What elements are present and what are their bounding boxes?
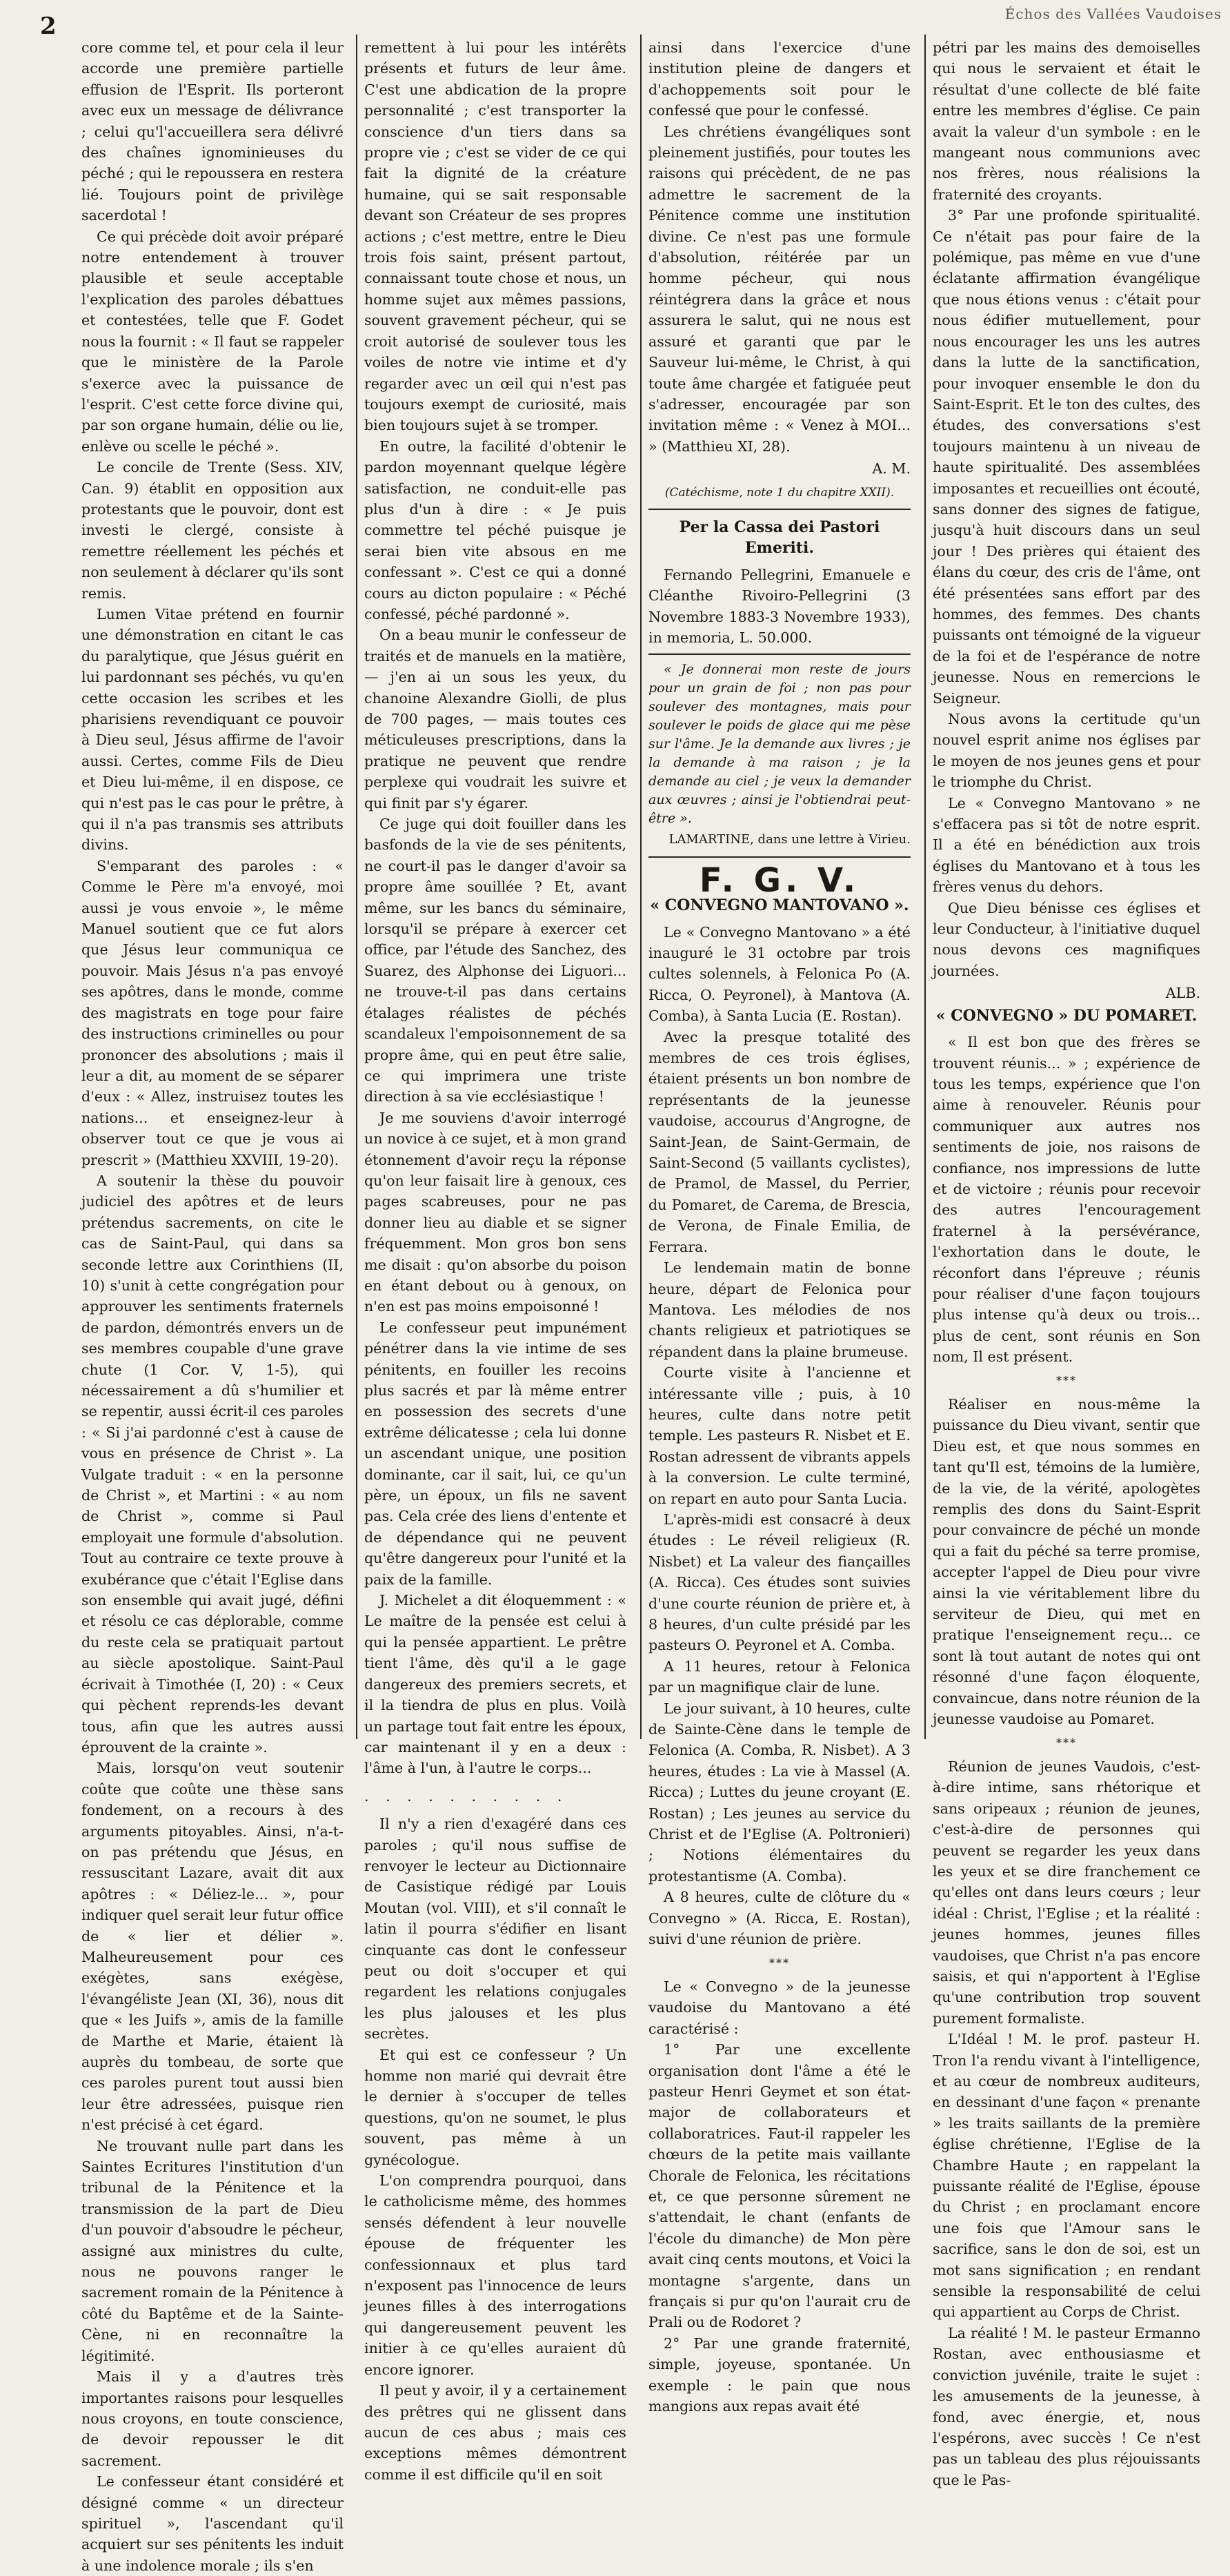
paragraph: Avec la presque totalité des membres de ces trois églises, étaient présents un bon nombre de représentants de la jeunesse vaudoise, accourus d'Angrogne, de Saint-Jean, de Saint-Germain, de Saint-Second (5 vaillants cyclistes), de Pramol, de Massel, du Perrier, du Pomaret, de Carema, de Brescia, de Verona, de Finale Emilia, de Ferrara.: [648, 1028, 911, 1255]
cassa-heading: Per la Cassa dei Pastori Emeriti.: [679, 518, 880, 558]
cassa-donation: Fernando Pellegrini, Emanuele e Cléanthe Rivoiro-Pellegrini (3 Novembre 1883-3 Novembre 1933), in memoria, L. 50.000.: [648, 566, 911, 646]
paragraph: 1° Par une excellente organisation dont l'âme a été le pasteur Henri Geymet et son état-major de collaborateurs et collaboratrices. Faut-il rappeler les chœurs de la petite mais vaillante Chorale de Felonica, les récitations et, ce que personne sûrement ne s'attendait, le chant (enfants de l'école du dimanche) de Mon père avait cinq cents moutons, et Voici la montagne s'argente, dans un français si pur qu'on l'aurait cru de Prali ou de Rodoret ?: [648, 2041, 911, 2331]
paragraph: En outre, la facilité d'obtenir le pardon moyennant quelque légère satisfaction, ne conduit-elle pas plus d'un à dire : « Je puis commettre tel péché puisque je serai bien vite absous en me confessant ». C'est ce qui a donné cours au dicton populaire : « Péché confessé, péché pardonné ».: [364, 437, 626, 622]
paragraph: Il n'y a rien d'exagéré dans ces paroles ; qu'il nous suffise de renvoyer le lecteur au Dictionnaire de Casistique rédigé par Louis Moutan (vol. VIII), et s'il connaît le latin il pourra s'édifier en lisant cinquante cas dont le confesseur peut ou doit s'occuper et qui regardent les relations conjugales les plus jalouses et les plus secrètes.: [364, 1816, 626, 2043]
paragraph: A soutenir la thèse du pouvoir judiciel des apôtres et de leurs prétendus sacrements, on cite le cas de Saint-Paul, qui dans sa seconde lettre aux Corinthiens (II, 10) s'unit à cette congrégation pour approuver les sentiments fraternels de pardon, démontrés envers un de ses membres coupable d'une grave chute (1 Cor. V, 1-5), qui nécessairement a dû s'humilier et se repentir, aussi écrit-il ces paroles : « Si j'ai pardonné c'est à cause de vous en présence de Christ ». La Vulgate traduit : « en la personne de Christ », et Martini : « au nom de Christ », comme si Paul employait une formule d'absolution. Tout au contraire ce texte prouve à exubérance que c'était l'Eglise dans son ensemble qui avait jugé, défini et résolu ce cas déplorable, comme du reste cela se pratiquait partout au siècle apostolique. Saint-Paul écrivait à Timothée (I, 20) : « Ceux qui pèchent reprends-les devant tous, afin que les autres aussi éprouvent de la crainte ».: [81, 1172, 344, 1756]
paragraph: Le jour suivant, à 10 heures, culte de Sainte-Cène dans le temple de Felonica (A. Comba, R. Nisbet). A 3 heures, études : La vie à Massel (A. Ricca) ; Luttes du jeune croyant (E. Rostan) ; Les jeunes au service du Christ et de l'Eglise (A. Poltronieri) ; Notions élémentaires du protestantisme (A. Comba).: [648, 1700, 911, 1885]
paragraph: Le « Convegno Mantovano » ne s'effacera pas si tôt de notre esprit. Il a été en bénédiction aux trois églises du Mantovano et à tous les frères venus du dehors.: [933, 794, 1200, 896]
column-1: [81, 37, 344, 2574]
paragraph: Réunion de jeunes Vaudois, c'est-à-dire intime, sans rhétorique et sans oripeaux ; réunion de jeunes, c'est-à-dire de personnes qui peuvent se regarder les yeux dans les yeux et se dire franchement ce qu'elles ont dans leurs cœurs ; leur idéal : Christ, l'Eglise ; et la réalité : jeunes hommes, jeunes filles vaudoises, que Christ n'a pas encore saisis, et qui n'apportent à l'Eglise qu'une contribution trop souvent purement formaliste.: [933, 1758, 1200, 2027]
paragraph: Il peut y avoir, il y a certainement des prêtres qui ne glissent dans aucun de ces abus ; mais ces exceptions mêmes démontrent comme il est difficile qu'il en soit: [364, 2382, 626, 2483]
paragraph: Le « Convegno Mantovano » a été inauguré le 31 octobre par trois cultes solennels, à Felonica Po (A. Ricca, O. Peyronel), à Mantova (A. Comba), à Santa Lucia (E. Rostan).: [648, 923, 911, 1025]
lamartine-quote: « Je donnerai mon reste de jours pour un grain de foi ; non pas pour soulever des montagnes, mais pour soulever le poids de glace qui me pèse sur l'âme. Je la demande aux livres ; je la demande à ma raison ; je la demande au ciel ; je veux la demander aux œuvres ; ainsi je l'obtiendrai peut-être ».: [648, 662, 911, 827]
section-rule: [648, 509, 911, 510]
paragraph: Les chrétiens évangéliques sont pleinement justifiés, pour toutes les raisons qui précèdent, de ne pas admettre le sacrement de la Pénitence comme une institution divine. Ce n'est pas une formule d'absolution, réitérée par un homme pécheur, qui nous réintégrera dans la grâce et nous assurera le salut, qui ne nous est assuré et garanti que par le Sauveur lui-même, le Christ, à qui toute âme chargée et fatiguée peut s'adresser, encouragée par son invitation même : « Venez à MOI... » (Matthieu XI, 28).: [648, 123, 911, 455]
paragraph: L'Idéal ! M. le prof. pasteur H. Tron l'a rendu vivant à l'intelligence, et au cœur de nombreux auditeurs, en dessinant d'une façon « prenante » les traits saillants de la première église chrétienne, l'Eglise de la Chambre Haute ; en rappelant la puissante réalité de l'Eglise, épouse du Christ ; en proclamant encore une fois que l'Amour sans le sacrifice, sans le don de soi, est un mot sans signification ; en rendant sensible la responsabilité de celui qui appartient au Corps de Christ.: [933, 2031, 1200, 2321]
paragraph: Le « Convegno » de la jeunesse vaudoise du Mantovano a été caractérisé :: [648, 1978, 911, 2037]
paragraph: 3° Par une profonde spiritualité. Ce n'était pas pour faire de la polémique, pas même en vue d'une éclatante affirmation évangélique que nous étions venus : c'était pour nous édifier mutuellement, pour nous encourager les uns les autres dans la lutte de la sanctification, pour invoquer ensemble le don du Saint-Esprit. Et le ton des cultes, des études, des conversations s'est toujours maintenu à un niveau de haute spiritualité. Des assemblées imposantes et recueillies ont écouté, sans donner des signes de fatigue, jusqu'à huit discours dans un seul jour ! Des prières qui étaient des élans du cœur, des cris de l'âme, ont été présentées sans effort par des hommes, des femmes. Des chants puissants ont témoigné de la vigueur de la foi et de l'espérance de notre jeunesse. Nous en remercions le Seigneur.: [933, 207, 1200, 707]
convegno-pomaret-heading: « CONVEGNO » DU POMARET.: [935, 1006, 1198, 1025]
paragraph: Le lendemain matin de bonne heure, départ de Felonica pour Mantova. Les mélodies de nos chants religieux et patriotiques se répandent dans la plaine brumeuse.: [648, 1259, 911, 1360]
column-rule: [356, 35, 357, 1739]
column-2: [364, 37, 626, 2483]
paragraph: A 11 heures, retour à Felonica par un magnifique clair de lune.: [648, 1658, 911, 1696]
paragraph: La réalité ! M. le pasteur Ermanno Rostan, avec enthousiasme et conviction juvénile, traite le sujet : les amusements de la jeunesse, à fond, avec énergie, et, nous l'espérons, avec succès ! Ce n'est pas un tableau des plus réjouissants que le Pas-: [933, 2324, 1200, 2488]
paragraph: Le confesseur peut impunément pénétrer dans la vie intime de ses pénitents, en fouiller les recoins plus sacrés et par là même entrer en possession des secrets d'une extrême délicatesse ; cela lui donne un ascendant unique, une position dominante, car il sait, lui, ce qu'un père, un époux, un fils ne savent pas. Cela crée des liens d'entente et de dépendance qui ne peuvent qu'être dangereux pour l'unité et la paix de la famille.: [364, 1319, 626, 1588]
paragraph: 2° Par une grande fraternité, simple, joyeuse, spontanée. Un exemple : le pain que nous mangions aux repas avait été: [648, 2334, 911, 2415]
column-4: [933, 37, 1200, 2488]
column-3: [648, 37, 911, 2415]
section-rule: [648, 856, 911, 858]
paragraph: pétri par les mains des demoiselles qui nous le servaient et était le résultat d'une collecte de blé faite entre les membres d'église. Ce pain avait la valeur d'un symbole : en le mangeant nous communions avec nos frères, nous réalisions la fraternité des croyants.: [933, 39, 1200, 203]
paragraph: A 8 heures, culte de clôture du « Convegno » (A. Ricca, E. Rostan), suivi d'une réunion de prière.: [648, 1889, 911, 1948]
signature: ALB.: [1165, 985, 1200, 1002]
paragraph: Courte visite à l'ancienne et intéressante ville ; puis, à 10 heures, culte dans notre petit temple. Les pasteurs R. Nisbet et E. Rostan adressent de vibrants appels à la conversion. Le culte terminé, on repart en auto pour Santa Lucia.: [648, 1364, 911, 1507]
column-rule: [924, 35, 926, 1739]
source-note: (Catéchisme, note 1 du chapitre XXII).: [664, 485, 895, 500]
paragraph: L'on comprendra pourquoi, dans le catholicisme même, des hommes sensés défendent à leur nouvelle épouse de fréquenter les confessionnaux et plus tard n'exposent pas l'innocence de leurs jeunes filles à des interrogations qui dangereusement peuvent les initier à ce qu'elles auraient dû encore ignorer.: [364, 2172, 626, 2378]
running-head: Échos des Vallées Vaudoises: [1004, 6, 1222, 22]
paragraph: remettent à lui pour les intérêts présents et futurs de leur âme. C'est une abdication de la propre personnalité ; c'est transporter la conscience d'un tiers dans sa propre vie ; c'est se vider de ce qui fait la dignité de la créature humaine, qui se sait responsable devant son Créateur de ses propres actions ; c'est mettre, entre le Dieu trois fois saint, présent partout, connaissant toute chose et nous, un homme sujet aux mêmes passions, souvent gravement pécheur, qui se croit autorisé de soulever tous les voiles de notre vie intime et d'y regarder avec un œil qui n'est pas toujours exempt de curiosité, mais bien toujours sujet à se tromper.: [364, 39, 626, 434]
section-rule: [648, 653, 911, 655]
section-stars: ***: [1056, 1736, 1077, 1749]
paragraph: On a beau munir le confesseur de traités et de manuels en la matière, — j'en ai un sous les yeux, du chanoine Alexandre Giolli, de plus de 700 pages, — mais toutes ces méticuleuses prescriptions, dans la pratique ne peuvent que rendre perplexe qui voudrait les suivre et qui finit par s'y égarer.: [364, 627, 626, 812]
section-stars: ***: [769, 1956, 790, 1969]
quote-attribution: LAMARTINE, dans une lettre à Virieu.: [668, 832, 911, 847]
paragraph: Ce qui précède doit avoir préparé notre entendement à trouver plausible et seule acceptable l'explication des paroles débattues et contestées, telle que F. Godet nous la fournit : « Il faut se rappeler que le ministère de la Parole s'exerce avec la puissance de l'esprit. C'est cette force divine qui, par son organe humain, délie ou lie, enlève ou scelle le péché ».: [81, 228, 344, 455]
paragraph: Réaliser en nous-même la puissance du Dieu vivant, sentir que Dieu est, et que nous sommes en tant qu'Il est, témoins de la lumière, de la vie, de la vérité, apologètes remplis des dons du Saint-Esprit pour convaincre de péché un monde qui a fait du péché sa terre promise, accepter l'appel de Dieu pour vivre ainsi la vie véritablement libre du serviteur de Dieu, qui met en pratique l'enseignement reçu... ce sont là tout autant de notes qui ont résonné d'une façon éloquente, convaincue, dans notre réunion de la jeunesse vaudoise au Pomaret.: [933, 1396, 1200, 1728]
paragraph: Le confesseur étant considéré et désigné comme « un directeur spirituel », l'ascendant qu'il acquiert sur ses pénitents les induit à une indolence morale ; ils s'en: [81, 2473, 344, 2574]
paragraph: Et qui est ce confesseur ? Un homme non marié qui devrait être le dernier à s'occuper de telles questions, qu'on ne soumet, le plus souvent, pas même à un gynécologue.: [364, 2046, 626, 2168]
paragraph: L'après-midi est consacré à deux études : Le réveil religieux (R. Nisbet) et La valeur des fiançailles (A. Ricca). Ces études sont suivies d'une courte réunion de prière et, à 8 heures, d'un culte présidé par les pasteurs O. Peyronel et A. Comba.: [648, 1511, 911, 1654]
paragraph: J. Michelet a dit éloquemment : « Le maître de la pensée est celui à qui la pensée appartient. Le prêtre tient l'âme, dès qu'il a le gage dangereux des premiers secrets, et il la tiendra de plus en plus. Voilà un partage tout fait entre les époux, car maintenant il y en a deux : l'âme à l'un, à l'autre le corps...: [364, 1592, 626, 1777]
signature: A. M.: [872, 460, 911, 478]
paragraph: Mais il y a d'autres très importantes raisons pour lesquelles nous croyons, en toute conscience, de devoir repousser le dit sacrement.: [81, 2368, 344, 2469]
paragraph: Je me souviens d'avoir interrogé un novice à ce sujet, et à mon grand étonnement d'avoir reçu la réponse qu'on leur faisait lire à genoux, ces pages scabreuses, pour ne pas donner lieu au diable et se signer fréquemment. Mon gros bon sens me disait : qu'on absorbe du poison en étant debout ou à genoux, on n'en est pas moins empoisonné !: [364, 1109, 626, 1315]
paragraph: « Il est bon que des frères se trouvent réunis... » ; expérience de tous les temps, expérience que l'on aime à renouveler. Réunis pour communiquer aux autres nos sentiments de joie, nos raisons de confiance, nos impressions de lutte et de victoire ; réunis pour recevoir des autres l'encouragement fraternel à la persévérance, l'exhortation dans le doute, le réconfort dans l'épreuve ; réunis pour réaliser d'une façon toujours plus intense qu'à deux ou trois... plus de cent, sont réunis en Son nom, Il est présent.: [933, 1034, 1200, 1366]
convegno-mantovano-heading: « CONVEGNO MANTOVANO ».: [650, 896, 909, 915]
ellipsis-separator: . . . . . . . . . .: [364, 1787, 568, 1805]
paragraph: core comme tel, et pour cela il leur accorde une première partielle effusion de l'Esprit. Ils porteront avec eux un message de délivrance ; celui qu'l'accueillera sera délivré des chaînes ignominieuses du péché ; qui le repoussera en restera lié. Toujours point de privilège sacerdotal !: [81, 39, 344, 224]
fgv-heading: F. G. V.: [699, 861, 860, 900]
paragraph: ainsi dans l'exercice d'une institution pleine de dangers et d'achoppements soit pour le confessé que pour le confessé.: [648, 39, 911, 119]
page-number: 2: [40, 12, 57, 40]
paragraph: Ce juge qui doit fouiller dans les basfonds de la vie de ses pénitents, ne court-il pas le danger d'avoir sa propre âme souillée ? Et, avant même, sur les bancs du séminaire, lorsqu'il se prépare à exercer cet office, par l'étude des Sanchez, des Suarez, des Alphonse dei Liguori... ne trouve-t-il pas dans certains étalages réalistes de péchés scandaleux l'empoisonnement de sa propre âme, qui en peut être salie, ce qui imprimera une triste direction à sa vie ecclésiastique !: [364, 816, 626, 1105]
paragraph: S'emparant des paroles : « Comme le Père m'a envoyé, moi aussi je vous envoie », le même Manuel soutient que ce fut alors que Jésus leur communiqua ce pouvoir. Mais Jésus n'a pas envoyé ses apôtres, dans le monde, comme des magistrats en toge pour faire des instructions criminelles ou pour prononcer des absolutions ; mais il leur a dit, au moment de se séparer d'eux : « Allez, instruisez toutes les nations... et enseignez-leur à observer tout ce que je vous ai prescrit » (Matthieu XXVIII, 19-20).: [81, 857, 344, 1168]
paragraph: Lumen Vitae prétend en fournir une démonstration en citant le cas du paralytique, que Jésus guérit en lui pardonnant ses péchés, vu qu'en cette occasion les scribes et les pharisiens revendiquant ce pouvoir à Dieu seul, Jésus affirme de l'avoir aussi. Certes, comme Fils de Dieu et Dieu lui-même, il en dispose, ce qui n'est pas le cas pour le prêtre, à qui il n'a pas transmis ses attributs divins.: [81, 605, 344, 854]
paragraph: Nous avons la certitude qu'un nouvel esprit anime nos églises par le moyen de nos jeunes gens et pour le triomphe du Christ.: [933, 711, 1200, 791]
paragraph: Que Dieu bénisse ces églises et leur Conducteur, à l'initiative duquel nous devons ces magnifiques journées.: [933, 899, 1200, 979]
section-stars: ***: [1056, 1373, 1077, 1387]
paragraph: Ne trouvant nulle part dans les Saintes Ecritures l'institution d'un tribunal de la Pénitence et la transmission de la part de Dieu d'un pouvoir d'absoudre le pécheur, assigné aux ministres du culte, nous ne pouvons ranger le sacrement romain de la Pénitence à côté du Baptême et de la Sainte-Cène, ni en reconnaître la légitimité.: [81, 2137, 344, 2364]
paragraph: Le concile de Trente (Sess. XIV, Can. 9) établit en opposition aux protestants que le pouvoir, dont est investi le clergé, consiste à remettre réellement les péchés et non seulement à déclarer qu'ils sont remis.: [81, 459, 344, 602]
column-rule: [640, 35, 642, 1739]
paragraph: Mais, lorsqu'on veut soutenir coûte que coûte une thèse sans fondement, on a recours à des arguments pitoyables. Ainsi, n'a-t-on pas prétendu que Jésus, en ressuscitant Lazare, avait dit aux apôtres : « Déliez-le... », pour indiquer quel serait leur futur office de « lier et délier ». Malheureusement pour ces exégètes, sans exégèse, l'évangéliste Jean (XI, 36), nous dit que « les Juifs », amis de la famille de Marthe et Marie, étaient là auprès du tombeau, de sorte que ces paroles purent tout aussi bien leur être adressées, puisque rien n'est précisé à cet égard.: [81, 1760, 344, 2134]
